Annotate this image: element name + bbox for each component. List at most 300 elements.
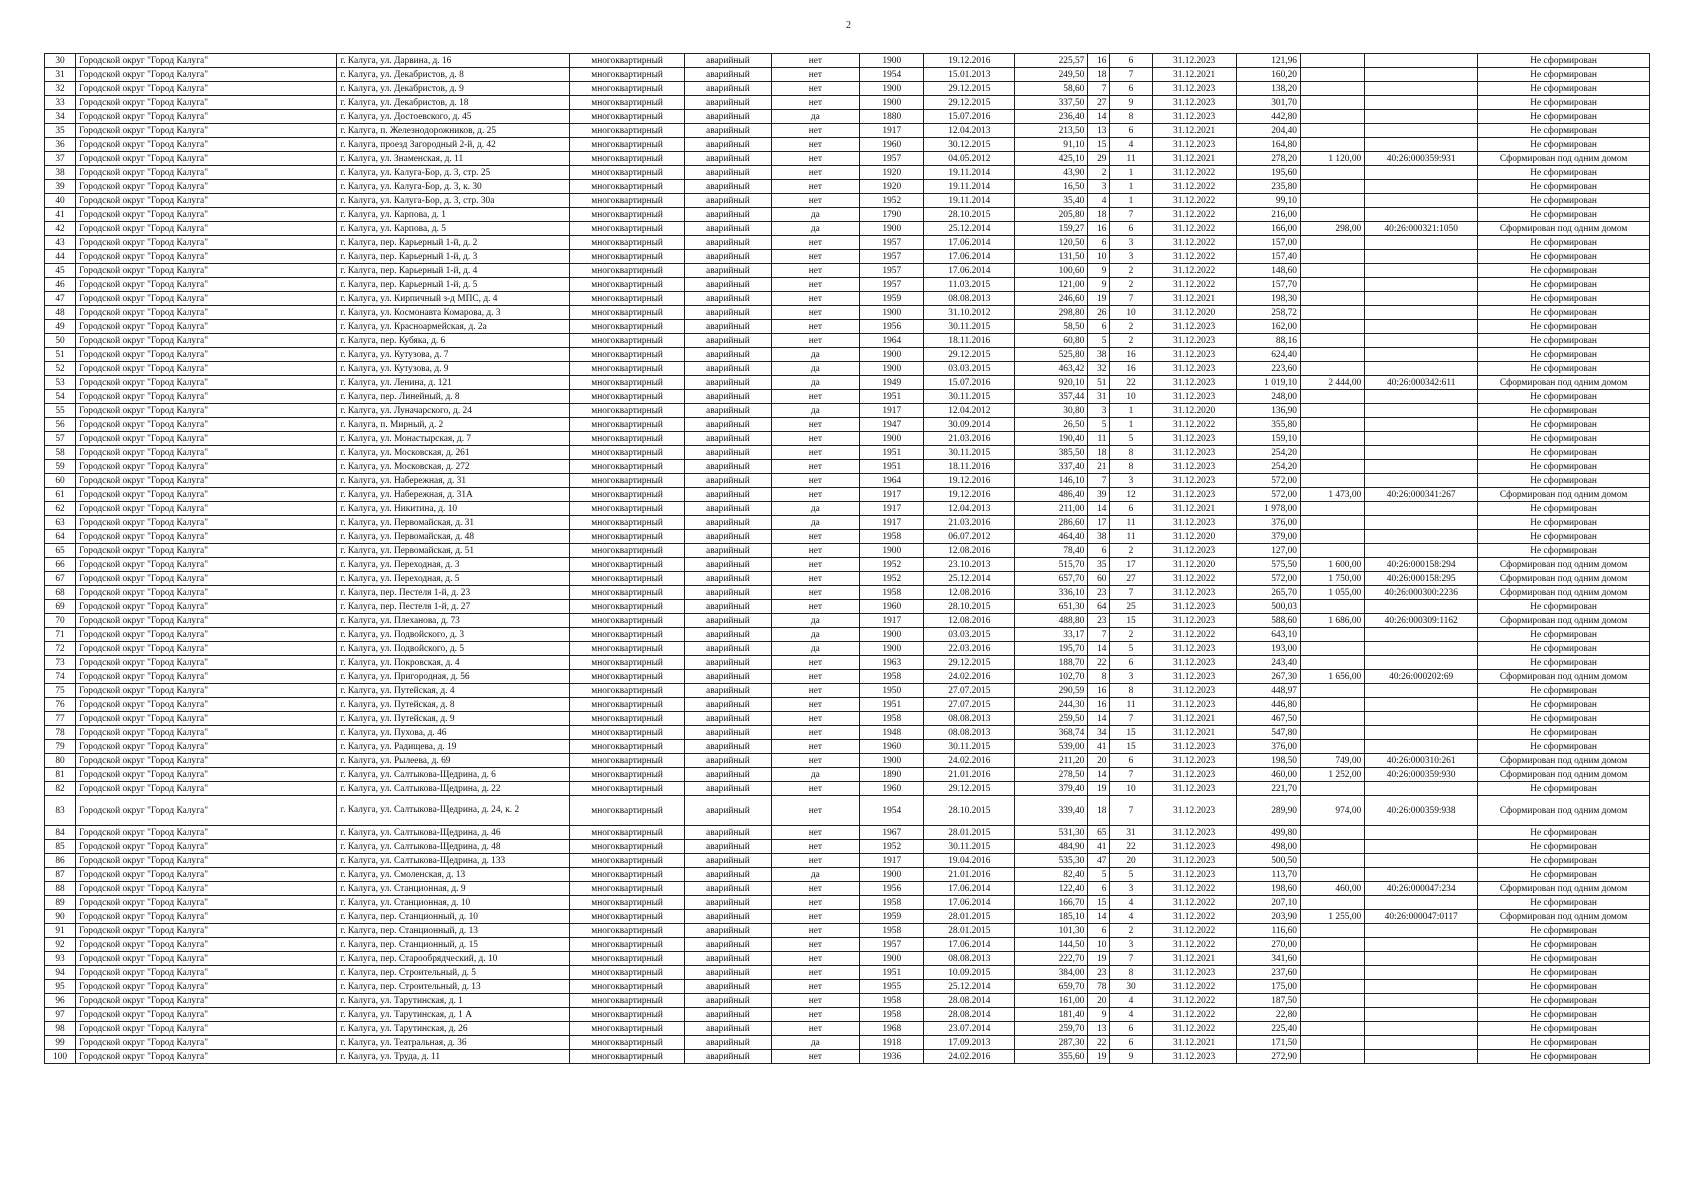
resettlement-date-cell: 31.12.2022	[1152, 896, 1236, 910]
house-type-cell: многоквартирный	[570, 292, 685, 306]
residents-cell: 13	[1088, 1022, 1110, 1036]
land-area-cell	[1300, 938, 1364, 952]
build-year-cell: 1947	[860, 418, 924, 432]
apartments-cell: 20	[1110, 854, 1152, 868]
table-row	[45, 1008, 1650, 1022]
land-area-cell	[1300, 418, 1364, 432]
recognition-date-cell: 30.11.2015	[924, 320, 1015, 334]
cadastral-number-cell	[1365, 854, 1478, 868]
flag-cell: да	[771, 614, 860, 628]
build-year-cell: 1890	[860, 768, 924, 782]
area2-cell: 572,00	[1236, 474, 1300, 488]
address-cell: г. Калуга, ул. Московская, д. 272	[337, 460, 570, 474]
build-year-cell: 1963	[860, 656, 924, 670]
condition-cell: аварийный	[685, 1036, 771, 1050]
cadastral-number-cell	[1365, 502, 1478, 516]
row-number-cell: 37	[45, 152, 76, 166]
build-year-cell: 1948	[860, 726, 924, 740]
house-type-cell: многоквартирный	[570, 768, 685, 782]
build-year-cell: 1952	[860, 840, 924, 854]
recognition-date-cell: 28.01.2015	[924, 826, 1015, 840]
land-status-cell: Не сформирован	[1478, 474, 1650, 488]
apartments-cell: 6	[1110, 1022, 1152, 1036]
house-type-cell: многоквартирный	[570, 446, 685, 460]
address-cell: г. Калуга, ул. Переходная, д. 5	[337, 572, 570, 586]
build-year-cell: 1954	[860, 68, 924, 82]
residents-cell: 2	[1088, 166, 1110, 180]
area-cell: 385,50	[1015, 446, 1088, 460]
row-number-cell: 80	[45, 754, 76, 768]
land-status-cell: Не сформирован	[1478, 698, 1650, 712]
land-status-cell: Не сформирован	[1478, 966, 1650, 980]
cadastral-number-cell	[1365, 840, 1478, 854]
address-cell: г. Калуга, ул. Тарутинская, д. 1 А	[337, 1008, 570, 1022]
build-year-cell: 1958	[860, 530, 924, 544]
land-area-cell: 974,00	[1300, 796, 1364, 826]
table-row	[45, 362, 1650, 376]
build-year-cell: 1957	[860, 236, 924, 250]
area-cell: 463,42	[1015, 362, 1088, 376]
residents-cell: 6	[1088, 544, 1110, 558]
cadastral-number-cell	[1365, 264, 1478, 278]
build-year-cell: 1957	[860, 264, 924, 278]
house-type-cell: многоквартирный	[570, 966, 685, 980]
residents-cell: 14	[1088, 642, 1110, 656]
cadastral-number-cell	[1365, 432, 1478, 446]
land-status-cell: Не сформирован	[1478, 938, 1650, 952]
recognition-date-cell: 30.11.2015	[924, 740, 1015, 754]
recognition-date-cell: 23.10.2013	[924, 558, 1015, 572]
municipality-cell: Городской округ "Город Калуга"	[76, 446, 337, 460]
flag-cell: да	[771, 404, 860, 418]
resettlement-date-cell: 31.12.2023	[1152, 796, 1236, 826]
apartments-cell: 7	[1110, 768, 1152, 782]
house-type-cell: многоквартирный	[570, 376, 685, 390]
table-row	[45, 348, 1650, 362]
land-area-cell	[1300, 994, 1364, 1008]
resettlement-date-cell: 31.12.2023	[1152, 96, 1236, 110]
house-type-cell: многоквартирный	[570, 1050, 685, 1064]
recognition-date-cell: 12.08.2016	[924, 544, 1015, 558]
house-type-cell: многоквартирный	[570, 600, 685, 614]
row-number-cell: 93	[45, 952, 76, 966]
condition-cell: аварийный	[685, 572, 771, 586]
area2-cell: 237,60	[1236, 966, 1300, 980]
cadastral-number-cell	[1365, 544, 1478, 558]
area2-cell: 225,40	[1236, 1022, 1300, 1036]
table-row	[45, 840, 1650, 854]
resettlement-date-cell: 31.12.2022	[1152, 994, 1236, 1008]
table-row	[45, 236, 1650, 250]
condition-cell: аварийный	[685, 334, 771, 348]
row-number-cell: 79	[45, 740, 76, 754]
flag-cell: нет	[771, 600, 860, 614]
area-cell: 211,20	[1015, 754, 1088, 768]
table-row	[45, 614, 1650, 628]
land-area-cell	[1300, 530, 1364, 544]
resettlement-date-cell: 31.12.2023	[1152, 698, 1236, 712]
address-cell: г. Калуга, ул. Калуга-Бор, д. 3, к. 30	[337, 180, 570, 194]
municipality-cell: Городской округ "Город Калуга"	[76, 236, 337, 250]
address-cell: г. Калуга, пер. Станционный, д. 15	[337, 938, 570, 952]
row-number-cell: 91	[45, 924, 76, 938]
municipality-cell: Городской округ "Город Калуга"	[76, 670, 337, 684]
area-cell: 101,30	[1015, 924, 1088, 938]
recognition-date-cell: 12.04.2013	[924, 502, 1015, 516]
land-status-cell: Не сформирован	[1478, 1050, 1650, 1064]
recognition-date-cell: 25.12.2014	[924, 572, 1015, 586]
land-status-cell: Сформирован под одним домом	[1478, 614, 1650, 628]
cadastral-number-cell	[1365, 334, 1478, 348]
address-cell: г. Калуга, ул. Тарутинская, д. 26	[337, 1022, 570, 1036]
residents-cell: 19	[1088, 1050, 1110, 1064]
house-type-cell: многоквартирный	[570, 656, 685, 670]
land-status-cell: Не сформирован	[1478, 782, 1650, 796]
residents-cell: 32	[1088, 362, 1110, 376]
area2-cell: 171,50	[1236, 1036, 1300, 1050]
area2-cell: 643,10	[1236, 628, 1300, 642]
house-type-cell: многоквартирный	[570, 516, 685, 530]
table-row	[45, 180, 1650, 194]
land-status-cell: Не сформирован	[1478, 642, 1650, 656]
recognition-date-cell: 08.08.2013	[924, 712, 1015, 726]
condition-cell: аварийный	[685, 516, 771, 530]
table-row	[45, 684, 1650, 698]
house-type-cell: многоквартирный	[570, 208, 685, 222]
table-row	[45, 698, 1650, 712]
condition-cell: аварийный	[685, 404, 771, 418]
condition-cell: аварийный	[685, 782, 771, 796]
condition-cell: аварийный	[685, 600, 771, 614]
resettlement-date-cell: 31.12.2022	[1152, 194, 1236, 208]
condition-cell: аварийный	[685, 1050, 771, 1064]
address-cell: г. Калуга, пер. Кубяка, д. 6	[337, 334, 570, 348]
residents-cell: 16	[1088, 684, 1110, 698]
recognition-date-cell: 28.10.2015	[924, 600, 1015, 614]
address-cell: г. Калуга, ул. Кутузова, д. 7	[337, 348, 570, 362]
address-cell: г. Калуга, ул. Карпова, д. 5	[337, 222, 570, 236]
area2-cell: 624,40	[1236, 348, 1300, 362]
resettlement-date-cell: 31.12.2023	[1152, 54, 1236, 68]
area2-cell: 572,00	[1236, 488, 1300, 502]
house-type-cell: многоквартирный	[570, 840, 685, 854]
area-cell: 384,00	[1015, 966, 1088, 980]
recognition-date-cell: 25.12.2014	[924, 980, 1015, 994]
flag-cell: да	[771, 208, 860, 222]
land-area-cell	[1300, 600, 1364, 614]
resettlement-date-cell: 31.12.2023	[1152, 1050, 1236, 1064]
municipality-cell: Городской округ "Город Калуга"	[76, 488, 337, 502]
residents-cell: 14	[1088, 768, 1110, 782]
flag-cell: нет	[771, 138, 860, 152]
cadastral-number-cell	[1365, 418, 1478, 432]
land-area-cell	[1300, 236, 1364, 250]
area-cell: 60,80	[1015, 334, 1088, 348]
table-row	[45, 222, 1650, 236]
resettlement-date-cell: 31.12.2023	[1152, 586, 1236, 600]
area2-cell: 204,40	[1236, 124, 1300, 138]
residents-cell: 6	[1088, 236, 1110, 250]
apartments-cell: 27	[1110, 572, 1152, 586]
cadastral-number-cell	[1365, 826, 1478, 840]
residents-cell: 23	[1088, 614, 1110, 628]
row-number-cell: 88	[45, 882, 76, 896]
area2-cell: 376,00	[1236, 740, 1300, 754]
condition-cell: аварийный	[685, 628, 771, 642]
municipality-cell: Городской округ "Город Калуга"	[76, 1022, 337, 1036]
flag-cell: нет	[771, 432, 860, 446]
flag-cell: да	[771, 516, 860, 530]
build-year-cell: 1900	[860, 754, 924, 768]
row-number-cell: 45	[45, 264, 76, 278]
land-area-cell: 1 750,00	[1300, 572, 1364, 586]
land-status-cell: Не сформирован	[1478, 194, 1650, 208]
land-status-cell: Не сформирован	[1478, 826, 1650, 840]
residents-cell: 64	[1088, 600, 1110, 614]
cadastral-number-cell	[1365, 1022, 1478, 1036]
resettlement-date-cell: 31.12.2023	[1152, 138, 1236, 152]
residents-cell: 31	[1088, 390, 1110, 404]
address-cell: г. Калуга, ул. Путейская, д. 4	[337, 684, 570, 698]
condition-cell: аварийный	[685, 250, 771, 264]
apartments-cell: 4	[1110, 138, 1152, 152]
area2-cell: 166,00	[1236, 222, 1300, 236]
area2-cell: 499,80	[1236, 826, 1300, 840]
area2-cell: 254,20	[1236, 446, 1300, 460]
condition-cell: аварийный	[685, 826, 771, 840]
flag-cell: нет	[771, 264, 860, 278]
recognition-date-cell: 30.11.2015	[924, 390, 1015, 404]
house-type-cell: многоквартирный	[570, 868, 685, 882]
recognition-date-cell: 24.02.2016	[924, 670, 1015, 684]
row-number-cell: 85	[45, 840, 76, 854]
housing-register-table	[44, 53, 1650, 1064]
cadastral-number-cell	[1365, 292, 1478, 306]
resettlement-date-cell: 31.12.2023	[1152, 684, 1236, 698]
condition-cell: аварийный	[685, 194, 771, 208]
cadastral-number-cell	[1365, 110, 1478, 124]
land-area-cell	[1300, 1022, 1364, 1036]
house-type-cell: многоквартирный	[570, 698, 685, 712]
land-area-cell	[1300, 124, 1364, 138]
row-number-cell: 43	[45, 236, 76, 250]
row-number-cell: 70	[45, 614, 76, 628]
row-number-cell: 99	[45, 1036, 76, 1050]
house-type-cell: многоквартирный	[570, 754, 685, 768]
table-row	[45, 994, 1650, 1008]
table-row	[45, 124, 1650, 138]
flag-cell: нет	[771, 740, 860, 754]
table-row	[45, 1036, 1650, 1050]
recognition-date-cell: 15.07.2016	[924, 110, 1015, 124]
condition-cell: аварийный	[685, 362, 771, 376]
table-row	[45, 782, 1650, 796]
residents-cell: 16	[1088, 698, 1110, 712]
resettlement-date-cell: 31.12.2021	[1152, 1036, 1236, 1050]
address-cell: г. Калуга, ул. Набережная, д. 31А	[337, 488, 570, 502]
house-type-cell: многоквартирный	[570, 82, 685, 96]
area2-cell: 195,60	[1236, 166, 1300, 180]
address-cell: г. Калуга, ул. Московская, д. 261	[337, 446, 570, 460]
table-row	[45, 966, 1650, 980]
house-type-cell: многоквартирный	[570, 994, 685, 1008]
house-type-cell: многоквартирный	[570, 826, 685, 840]
address-cell: г. Калуга, ул. Первомайская, д. 31	[337, 516, 570, 530]
area2-cell: 127,00	[1236, 544, 1300, 558]
house-type-cell: многоквартирный	[570, 854, 685, 868]
recognition-date-cell: 29.12.2015	[924, 96, 1015, 110]
address-cell: г. Калуга, ул. Покровская, д. 4	[337, 656, 570, 670]
recognition-date-cell: 22.03.2016	[924, 642, 1015, 656]
house-type-cell: многоквартирный	[570, 474, 685, 488]
residents-cell: 19	[1088, 292, 1110, 306]
cadastral-number-cell	[1365, 600, 1478, 614]
flag-cell: нет	[771, 418, 860, 432]
apartments-cell: 6	[1110, 754, 1152, 768]
apartments-cell: 7	[1110, 208, 1152, 222]
apartments-cell: 2	[1110, 320, 1152, 334]
condition-cell: аварийный	[685, 418, 771, 432]
area2-cell: 88,16	[1236, 334, 1300, 348]
municipality-cell: Городской округ "Город Калуга"	[76, 376, 337, 390]
build-year-cell: 1880	[860, 110, 924, 124]
table-row	[45, 418, 1650, 432]
area-cell: 161,00	[1015, 994, 1088, 1008]
build-year-cell: 1917	[860, 502, 924, 516]
flag-cell: да	[771, 502, 860, 516]
flag-cell: нет	[771, 446, 860, 460]
row-number-cell: 77	[45, 712, 76, 726]
cadastral-number-cell	[1365, 656, 1478, 670]
house-type-cell: многоквартирный	[570, 404, 685, 418]
cadastral-number-cell: 40:26:000158:294	[1365, 558, 1478, 572]
area-cell: 166,70	[1015, 896, 1088, 910]
build-year-cell: 1952	[860, 194, 924, 208]
address-cell: г. Калуга, ул. Салтыкова-Щедрина, д. 48	[337, 840, 570, 854]
table-row	[45, 628, 1650, 642]
land-area-cell	[1300, 544, 1364, 558]
table-row	[45, 110, 1650, 124]
condition-cell: аварийный	[685, 740, 771, 754]
residents-cell: 11	[1088, 432, 1110, 446]
address-cell: г. Калуга, пер. Пестеля 1-й, д. 23	[337, 586, 570, 600]
house-type-cell: многоквартирный	[570, 222, 685, 236]
residents-cell: 5	[1088, 334, 1110, 348]
row-number-cell: 47	[45, 292, 76, 306]
house-type-cell: многоквартирный	[570, 54, 685, 68]
build-year-cell: 1951	[860, 966, 924, 980]
apartments-cell: 15	[1110, 740, 1152, 754]
land-area-cell	[1300, 334, 1364, 348]
build-year-cell: 1960	[860, 782, 924, 796]
house-type-cell: многоквартирный	[570, 460, 685, 474]
row-number-cell: 59	[45, 460, 76, 474]
area-cell: 146,10	[1015, 474, 1088, 488]
land-area-cell	[1300, 868, 1364, 882]
flag-cell: да	[771, 868, 860, 882]
address-cell: г. Калуга, ул. Кутузова, д. 9	[337, 362, 570, 376]
municipality-cell: Городской округ "Город Калуга"	[76, 124, 337, 138]
residents-cell: 14	[1088, 502, 1110, 516]
condition-cell: аварийный	[685, 980, 771, 994]
municipality-cell: Городской округ "Город Калуга"	[76, 558, 337, 572]
table-row	[45, 516, 1650, 530]
apartments-cell: 4	[1110, 994, 1152, 1008]
area-cell: 535,30	[1015, 854, 1088, 868]
row-number-cell: 100	[45, 1050, 76, 1064]
land-area-cell	[1300, 180, 1364, 194]
land-status-cell: Не сформирован	[1478, 446, 1650, 460]
table-row	[45, 796, 1650, 826]
cadastral-number-cell	[1365, 924, 1478, 938]
area2-cell: 157,00	[1236, 236, 1300, 250]
recognition-date-cell: 08.08.2013	[924, 292, 1015, 306]
flag-cell: да	[771, 110, 860, 124]
house-type-cell: многоквартирный	[570, 166, 685, 180]
land-status-cell: Не сформирован	[1478, 208, 1650, 222]
house-type-cell: многоквартирный	[570, 614, 685, 628]
cadastral-number-cell: 40:26:000047:0117	[1365, 910, 1478, 924]
resettlement-date-cell: 31.12.2022	[1152, 208, 1236, 222]
house-type-cell: многоквартирный	[570, 1022, 685, 1036]
residents-cell: 39	[1088, 488, 1110, 502]
land-area-cell	[1300, 264, 1364, 278]
recognition-date-cell: 17.06.2014	[924, 264, 1015, 278]
row-number-cell: 51	[45, 348, 76, 362]
house-type-cell: многоквартирный	[570, 952, 685, 966]
apartments-cell: 15	[1110, 614, 1152, 628]
municipality-cell: Городской округ "Город Калуга"	[76, 320, 337, 334]
land-status-cell: Сформирован под одним домом	[1478, 572, 1650, 586]
flag-cell: нет	[771, 840, 860, 854]
flag-cell: нет	[771, 712, 860, 726]
table-row	[45, 68, 1650, 82]
build-year-cell: 1951	[860, 390, 924, 404]
land-status-cell: Сформирован под одним домом	[1478, 376, 1650, 390]
condition-cell: аварийный	[685, 726, 771, 740]
resettlement-date-cell: 31.12.2021	[1152, 68, 1236, 82]
row-number-cell: 97	[45, 1008, 76, 1022]
residents-cell: 47	[1088, 854, 1110, 868]
cadastral-number-cell	[1365, 348, 1478, 362]
table-row	[45, 250, 1650, 264]
land-status-cell: Не сформирован	[1478, 502, 1650, 516]
area2-cell: 136,90	[1236, 404, 1300, 418]
area2-cell: 203,90	[1236, 910, 1300, 924]
land-area-cell	[1300, 82, 1364, 96]
area2-cell: 376,00	[1236, 516, 1300, 530]
residents-cell: 21	[1088, 460, 1110, 474]
residents-cell: 7	[1088, 628, 1110, 642]
resettlement-date-cell: 31.12.2022	[1152, 278, 1236, 292]
resettlement-date-cell: 31.12.2023	[1152, 782, 1236, 796]
condition-cell: аварийный	[685, 390, 771, 404]
area-cell: 484,90	[1015, 840, 1088, 854]
residents-cell: 18	[1088, 796, 1110, 826]
table-row	[45, 320, 1650, 334]
recognition-date-cell: 18.11.2016	[924, 460, 1015, 474]
resettlement-date-cell: 31.12.2023	[1152, 754, 1236, 768]
area2-cell: 460,00	[1236, 768, 1300, 782]
area-cell: 100,60	[1015, 264, 1088, 278]
house-type-cell: многоквартирный	[570, 924, 685, 938]
recognition-date-cell: 24.02.2016	[924, 1050, 1015, 1064]
area-cell: 213,50	[1015, 124, 1088, 138]
residents-cell: 78	[1088, 980, 1110, 994]
build-year-cell: 1958	[860, 1008, 924, 1022]
municipality-cell: Городской округ "Город Калуга"	[76, 656, 337, 670]
recognition-date-cell: 28.01.2015	[924, 924, 1015, 938]
